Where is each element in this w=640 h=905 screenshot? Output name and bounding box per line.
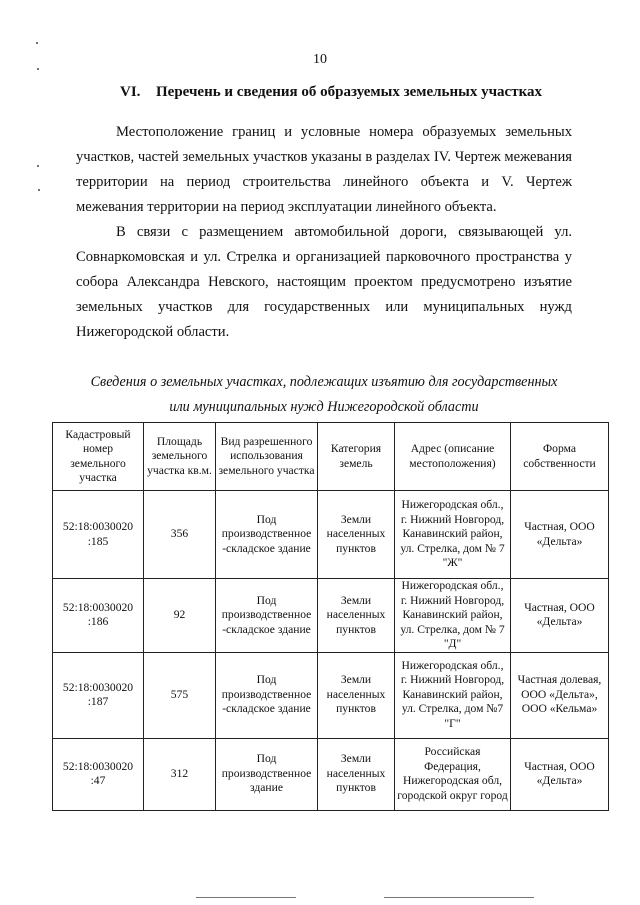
scan-speck bbox=[37, 165, 39, 167]
header-address: Адрес (описание местоположения) bbox=[395, 423, 511, 491]
page-number: 10 bbox=[313, 52, 327, 67]
cell-address: Нижегородская обл., г. Нижний Новгород, Канавинский район, ул. Стрелка, дом №7 "Г" bbox=[395, 652, 511, 738]
cell-cadastral-number: 52:18:0030020 :187 bbox=[53, 652, 144, 738]
footer-rule bbox=[196, 897, 296, 898]
cell-land-category: Земли населенных пунктов bbox=[318, 579, 395, 653]
cell-permitted-use: Под производственное здание bbox=[216, 738, 318, 810]
header-area: Площадь земельного участка кв.м. bbox=[144, 423, 216, 491]
cell-ownership: Частная долевая, ООО «Дельта», ООО «Кельма» bbox=[511, 652, 609, 738]
table-caption-line-2: или муниципальных нужд Нижегородской области bbox=[169, 399, 479, 415]
cell-land-category: Земли населенных пунктов bbox=[318, 491, 395, 579]
header-permitted-use: Вид разрешенного использования земельного участка bbox=[216, 423, 318, 491]
cell-permitted-use: Под производственное -складское здание bbox=[216, 491, 318, 579]
parcels-table bbox=[52, 422, 609, 811]
paragraph-seizure-reason: В связи с размещением автомобильной дороги, связывающей ул. Совнаркомовская и ул. Стрелка и организацией парковочного пространства у собора Александра Невского, настоящим проектом предусмотрено изъятие земельных участков для государственных или муниципальных нужд Нижегородской области. bbox=[76, 224, 572, 340]
section-number: VI. bbox=[120, 84, 141, 100]
cell-cadastral-number: 52:18:0030020 :185 bbox=[53, 491, 144, 579]
cell-area: 312 bbox=[144, 738, 216, 810]
cell-area: 92 bbox=[144, 579, 216, 653]
table-row bbox=[53, 652, 609, 738]
cell-ownership: Частная, ООО «Дельта» bbox=[511, 491, 609, 579]
header-land-category: Категория земель bbox=[318, 423, 395, 491]
table-row bbox=[53, 738, 609, 810]
section-title: Перечень и сведения об образуемых земельных участках bbox=[156, 84, 542, 100]
cell-cadastral-number: 52:18:0030020 :186 bbox=[53, 579, 144, 653]
cell-land-category: Земли населенных пунктов bbox=[318, 652, 395, 738]
header-cadastral-number: Кадастровый номер земельного участка bbox=[53, 423, 144, 491]
scan-speck bbox=[37, 68, 39, 70]
cell-permitted-use: Под производственное -складское здание bbox=[216, 652, 318, 738]
table-caption-line-1: Сведения о земельных участках, подлежащих изъятию для государственных bbox=[90, 374, 558, 390]
cell-area: 575 bbox=[144, 652, 216, 738]
cell-permitted-use: Под производственное -складское здание bbox=[216, 579, 318, 653]
header-ownership: Форма собственности bbox=[511, 423, 609, 491]
table-header-row bbox=[53, 423, 609, 491]
scan-speck bbox=[38, 189, 40, 191]
cell-ownership: Частная, ООО «Дельта» bbox=[511, 579, 609, 653]
section-heading bbox=[120, 84, 542, 101]
paragraph-parcel-locations: Местоположение границ и условные номера образуемых земельных участков, частей земельных участков указаны в разделах IV. Чертеж межевания территории на период строительства линейного объекта и V. Чертеж межевания территории на период эксплуатации линейного объекта. bbox=[76, 124, 572, 215]
cell-area: 356 bbox=[144, 491, 216, 579]
table-row bbox=[53, 579, 609, 653]
cell-land-category: Земли населенных пунктов bbox=[318, 738, 395, 810]
cell-address: Нижегородская обл., г. Нижний Новгород, Канавинский район, ул. Стрелка, дом № 7 "Д" bbox=[395, 579, 511, 653]
table-row bbox=[53, 491, 609, 579]
cell-ownership: Частная, ООО «Дельта» bbox=[511, 738, 609, 810]
cell-address: Российская Федерация, Нижегородская обл, городской округ город bbox=[395, 738, 511, 810]
cell-address: Нижегородская обл., г. Нижний Новгород, Канавинский район, ул. Стрелка, дом № 7 "Ж" bbox=[395, 491, 511, 579]
footer-rule bbox=[384, 897, 534, 898]
scan-speck bbox=[36, 42, 38, 44]
cell-cadastral-number: 52:18:0030020 :47 bbox=[53, 738, 144, 810]
